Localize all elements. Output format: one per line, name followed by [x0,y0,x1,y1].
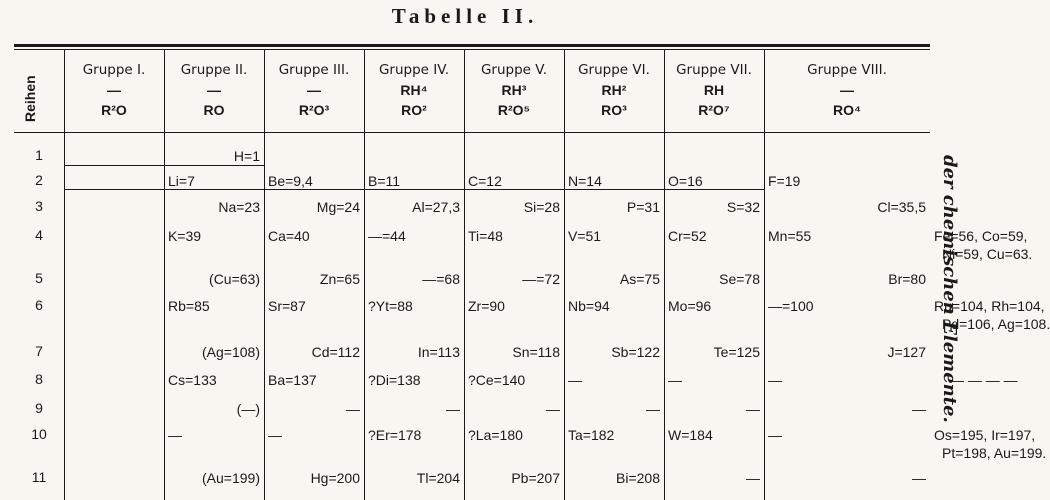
group-header-hydride: — [307,82,321,98]
element-cell: — [546,401,560,417]
group-header [364,60,464,130]
element-cell: F=19 [768,173,801,189]
group-header-oxide: R²O [101,102,127,118]
element-cell: Sn=118 [512,344,560,360]
group-header-oxide: R²O³ [298,102,330,118]
element-cell: In=113 [417,344,460,360]
element-cell: — [568,372,582,388]
element-cell: Hg=200 [310,470,360,486]
element-cell: V=51 [568,228,602,244]
element-cell: — [912,401,926,417]
element-cell: Cl=35,5 [877,199,926,215]
element-cell: Mn=55 [768,228,812,244]
group-header-hydride: RH³ [501,82,527,98]
element-cell: N=14 [568,173,602,189]
element-cell-continuation: Ni=59, Cu=63. [942,246,1033,262]
element-cell: Ti=48 [468,228,503,244]
group-header-oxide: R²O⁷ [698,102,730,118]
element-cell: — [768,427,782,443]
element-cell: H=1 [233,148,260,164]
element-cell: As=75 [619,271,660,287]
element-cell: Se=78 [719,271,760,287]
element-cell: Fe=56, Co=59, [934,228,1028,244]
element-cell: — [668,372,682,388]
element-cell: —=100 [768,298,814,314]
row-number: 1 [35,147,43,163]
row-separator [64,165,264,166]
element-cell: Rb=85 [168,298,210,314]
table-title: Tabelle II. [391,4,539,28]
group-header-name: Gruppe VI. [578,62,650,78]
element-cell: (Ag=108) [202,344,260,360]
element-cell: — [346,401,360,417]
element-cell: — [912,470,926,486]
row-number: 10 [31,426,47,442]
group-header-hydride: — [840,82,854,98]
element-cell: — [768,372,782,388]
group-header-oxide: RO³ [601,102,627,118]
element-cell: Sr=87 [268,298,306,314]
header-bottom-rule [14,132,930,133]
side-caption: der chemischen Elemente. [939,155,960,423]
top-thin-rule [14,49,930,50]
group-header [464,60,564,130]
element-cell: O=16 [668,173,703,189]
element-cell: —=44 [368,228,406,244]
element-cell: Zn=65 [319,271,360,287]
element-cell: —=72 [522,271,560,287]
element-cell: ?Ce=140 [468,372,526,388]
group-header [164,60,264,130]
element-cell: C=12 [468,173,502,189]
element-cell: Mo=96 [668,298,712,314]
element-cell: ?Yt=88 [368,298,413,314]
element-cell: —=68 [422,271,460,287]
element-cell: Tl=204 [416,470,460,486]
row-number: 7 [35,343,43,359]
group-header-oxide: RO [203,102,225,118]
element-cell: (Cu=63) [209,271,260,287]
element-cell: S=32 [726,199,760,215]
group-header-hydride: — [207,82,221,98]
element-cell: Cr=52 [668,228,707,244]
element-cell: Ca=40 [268,228,310,244]
element-cell: Ru=104, Rh=104, [934,298,1045,314]
element-cell: Os=195, Ir=197, [934,427,1036,443]
row-number: 8 [35,371,43,387]
group-header [564,60,664,130]
group-header-name: Gruppe VIII. [807,62,887,78]
element-cell: B=11 [368,173,401,189]
element-cell: (Au=199) [202,470,260,486]
row-number: 11 [31,469,47,485]
element-cell: Cd=112 [311,344,360,360]
group-header-hydride: RH [703,82,725,98]
element-cell: Be=9,4 [268,173,313,189]
element-cell: — [168,427,182,443]
row-number: 4 [35,227,43,243]
element-cell: Pb=207 [511,470,560,486]
row-number: 5 [35,270,43,286]
group-header [664,60,764,130]
element-cell: Mg=24 [316,199,360,215]
group-header-name: Gruppe V. [480,62,548,78]
group-header-hydride: — [107,82,121,98]
element-cell: Br=80 [888,271,926,287]
row-number: 2 [35,172,43,188]
element-cell: — [446,401,460,417]
element-cell: ?Di=138 [368,372,421,388]
element-cell-continuation: Pd=106, Ag=108. [942,316,1050,332]
element-cell: — [746,401,760,417]
element-cell: Sb=122 [611,344,660,360]
group-header-oxide: RO⁴ [833,102,861,118]
element-cell: W=184 [668,427,713,443]
element-cell: Al=27,3 [412,199,460,215]
row-number: 3 [35,198,43,214]
element-cell: (—) [236,401,260,417]
group-header-name: Gruppe VII. [676,62,752,78]
element-cell: Na=23 [218,199,260,215]
group-header-name: Gruppe IV. [378,62,450,78]
group-header [764,60,930,130]
row-number: 6 [35,297,43,313]
element-cell: — — — — [950,372,1018,388]
group-header-name: Gruppe I. [82,62,146,78]
row-number: 9 [35,400,43,416]
element-cell: Cs=133 [168,372,217,388]
element-cell: K=39 [168,228,202,244]
element-cell: — [268,427,282,443]
reihen-header: Reihen [22,75,38,122]
element-cell: Te=125 [713,344,760,360]
element-cell: Si=28 [523,199,560,215]
group-header-oxide: RO² [401,102,427,118]
element-cell: Li=7 [168,173,195,189]
group-header-name: Gruppe II. [180,62,248,78]
row-separator [64,189,764,190]
element-cell: ?La=180 [468,427,523,443]
element-cell: Ba=137 [268,372,317,388]
group-header-hydride: RH⁴ [400,82,428,98]
element-cell: J=127 [887,344,926,360]
element-cell: Ta=182 [568,427,615,443]
element-cell: — [746,470,760,486]
element-cell-continuation: Pt=198, Au=199. [942,445,1047,461]
top-double-rule [14,44,930,47]
element-cell: P=31 [626,199,660,215]
element-cell: — [646,401,660,417]
group-header [64,60,164,130]
group-header-hydride: RH² [601,82,627,98]
group-header-oxide: R²O⁵ [497,102,531,118]
element-cell: Bi=208 [616,470,660,486]
group-header [264,60,364,130]
element-cell: Nb=94 [568,298,610,314]
element-cell: ?Er=178 [368,427,422,443]
group-header-name: Gruppe III. [278,62,350,78]
element-cell: Zr=90 [468,298,505,314]
